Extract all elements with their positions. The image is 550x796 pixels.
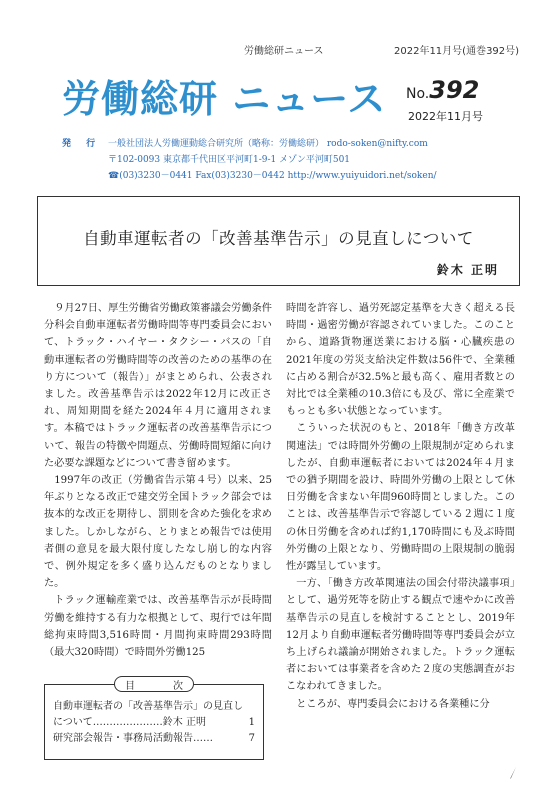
toc-item-text: 研究部会報告・事務局活動報告…… [53,733,213,744]
pencil-mark-icon [508,766,518,783]
toc-item[interactable] [53,715,255,731]
body-column-left [44,300,272,661]
paragraph: こういった状況のもと、2018年「働き方改革関連法」では時間外労働の上限規制が定められましたが、自動車運転者においては2024年４月までの猶予期間を設け、時間外労働の上限として休日労働を含まない年間960時間としました。このことは、改善基準告示で容認している２週に１度の休日労働を含めれば約1,170時間にも及ぶ時間外労働の上限となり、労働時間の上限規制の脆弱性が露呈しています。 [286,423,515,573]
toc-item-page: 1 [248,717,255,728]
article-author: 鈴木 正明 [436,263,499,277]
issue-prefix: No. [406,86,430,102]
issue-date: 2022年11月号 [408,110,483,123]
publisher-name: 一般社団法人労働運動総合研究所（略称：労働総研） rodo-soken@nifty.com [108,139,428,149]
toc-item[interactable] [53,699,255,715]
issue-number: 392 [429,76,480,104]
toc-item-text: 自動車運転者の「改善基準告示」の見直し [53,701,243,712]
body-column-right [286,300,515,713]
newsletter-title: 労働総研 ニュース [62,77,387,121]
toc-item-text: について…………………鈴木 正明 [53,717,206,728]
toc-box [44,684,264,760]
issue-number-block [406,76,479,104]
article-title: 自動車運転者の「改善基準告示」の見直しについて [83,229,474,248]
running-header-right: 2022年11月号(通巻392号) [394,46,520,57]
paragraph: トラック運輸産業では、改善基準告示が長時間労働を維持する有力な根拠として、現行では年間総拘束時間3,516時間・月間拘束時間293時間（最大320時間）で時間外労働125 [44,595,272,659]
publisher-label: 発 行 [62,139,102,149]
toc-item[interactable] [53,731,255,747]
table-of-contents [44,676,264,760]
article-header-box [37,196,520,286]
paragraph: 1997年の改正（労働省告示第４号）以来、25年ぶりとなる改正で建交労全国トラック部会では抜本的な改正を期待し、罰則を含めた強化を求めました。しかしながら、とりまとめ報告では使用者側の意見を最大限付度したなし崩し的な内容で、例外規定を多く盛り込んだものとなりました。 [44,475,272,590]
publisher-contact: ☎(03)3230－0441 Fax(03)3230－0442 http://www.yuiyuidori.net/soken/ [108,171,437,181]
toc-heading [114,676,194,692]
toc-heading-left: 目 [125,680,135,692]
paragraph: 時間を許容し、過労死認定基準を大きく超える長時間・過密労働が容認されていました。このことから、道路貨物運送業における脳・心臓疾患の2021年度の労災支給決定件数は56件で、全業種に占める割合が32.5%と最も高く、雇用者数との対比では全業種の10.3倍にも及び、常に全産業でもっとも多い状態となっています。 [286,303,515,418]
running-header-left: 労働総研ニュース [244,46,324,57]
paragraph: 一方、「働き方改革関連法の国会付帯決議事項」として、過労死等を防止する観点で速やかに改善基準告示の見直しを検討することとし、2019年12月より自動車運転者労働時間等専門委員会が立ち上げられ議論が開始されました。トラック運転者においては事業者を含めた２度の実態調査がおこなわれてきました。 [286,578,515,693]
publisher-address: 〒102-0093 東京都千代田区平河町1-9-1 メゾン平河町501 [108,155,351,165]
toc-item-page: 7 [248,733,255,744]
paragraph: ところが、専門委員会における各業種に分 [296,698,490,710]
paragraph: ９月27日、厚生労働省労働政策審議会労働条件分科会自動車運転者労働時間等専門委員会において、トラック・ハイヤー・タクシー・バスの「自動車運転者の労働時間等の改善のための基準の在り方について（報告）」がまとめられ、公表されました。改善基準告示は2022年12月に改正され、周知期間を経た2024年４月に適用されます。本稿ではトラック運転者の改善基準告示について、報告の特徴や問題点、労働時間短縮に向けた必要な課題などについて書き留めます。 [44,303,272,469]
toc-heading-right: 次 [173,680,183,692]
masthead [58,62,520,181]
